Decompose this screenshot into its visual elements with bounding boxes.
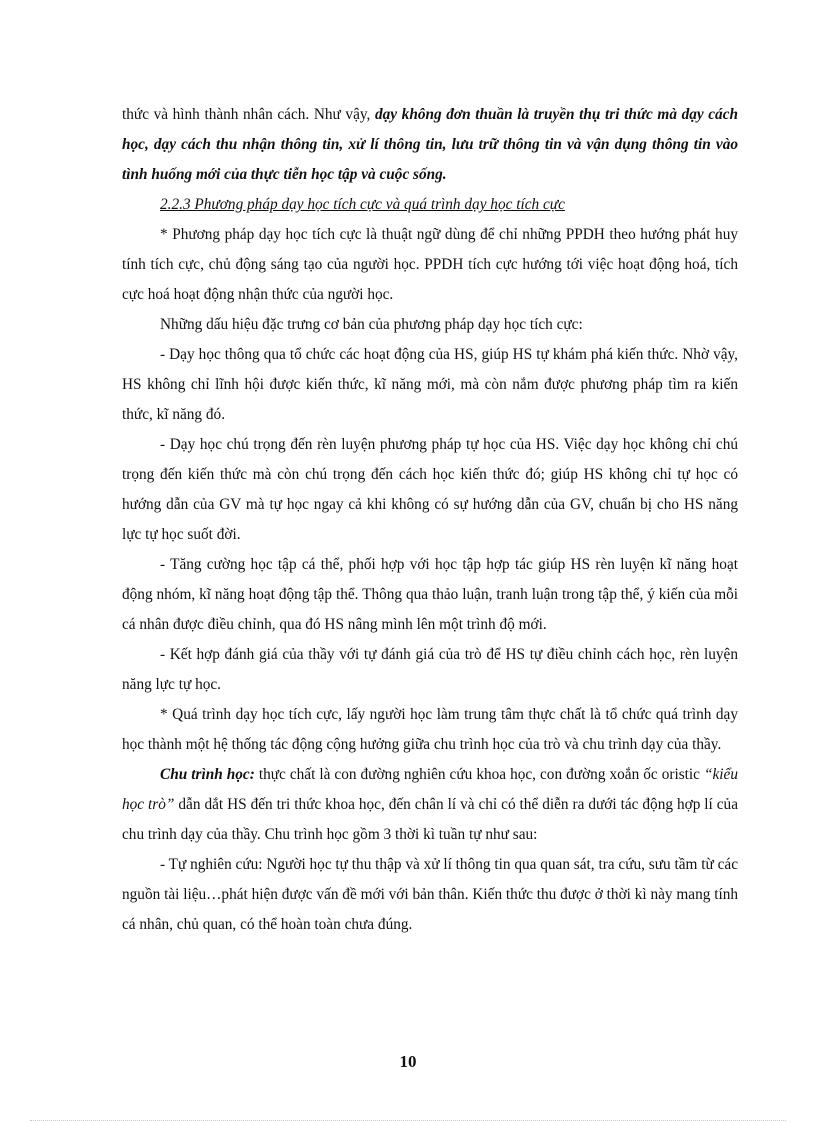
paragraph-sign-1: - Dạy học thông qua tổ chức các hoạt động của HS, giúp HS tự khám phá kiến thức. Nhờ vậy, HS không chỉ lĩnh hội được kiến thức, kĩ năng mới, mà còn nắm được phương pháp tìm ra kiến thức, kĩ năng đó. — [122, 346, 738, 423]
paragraph-learning-cycle — [122, 760, 738, 850]
paragraph-process: * Quá trình dạy học tích cực, lấy người học làm trung tâm thực chất là tổ chức quá trình dạy học thành một hệ thống tác động cộng hưởng giữa chu trình học của trò và chu trình dạy của thầy. — [122, 706, 738, 753]
paragraph-sign-4: - Kết hợp đánh giá của thầy với tự đánh giá của trò để HS tự điều chỉnh cách học, rèn luyện năng lực tự học. — [122, 646, 738, 693]
section-heading — [122, 190, 738, 220]
paragraph-signs-intro: Những dấu hiệu đặc trưng cơ bản của phương pháp dạy học tích cực: — [160, 316, 583, 333]
paragraph-sign-2: - Dạy học chú trọng đến rèn luyện phương pháp tự học của HS. Việc dạy học không chỉ chú trọng đến kiến thức mà còn chú trọng đến cách học kiến thức đó; giúp HS không chỉ tự học có hướng dẫn của GV mà tự học ngay cả khi không có sự hướng dẫn của GV, chuẩn bị cho HS năng lực tự học suốt đời. — [122, 436, 738, 543]
paragraph-intro — [122, 100, 738, 190]
section-heading-text: 2.2.3 Phương pháp dạy học tích cực và quá trình dạy học tích cực — [160, 196, 565, 213]
learning-cycle-text-2: dẫn dắt HS đến tri thức khoa học, đến chân lí và chỉ có thể diễn ra dưới tác động hợp lí của chu trình dạy của thầy. Chu trình học gồm 3 thời kì tuần tự như sau: — [122, 796, 738, 843]
paragraph-sign-3: - Tăng cường học tập cá thể, phối hợp với học tập hợp tác giúp HS rèn luyện kĩ năng hoạt động nhóm, kĩ năng hoạt động tập thể. Thông qua thảo luận, tranh luận trong tập thể, ý kiến của mỗi cá nhân được điều chỉnh, qua đó HS nâng mình lên một trình độ mới. — [122, 556, 738, 633]
learning-cycle-text-1: thực chất là con đường nghiên cứu khoa học, con đường xoắn ốc oristic — [254, 766, 704, 783]
learning-cycle-term: Chu trình học: — [160, 766, 255, 783]
intro-text: thức và hình thành nhân cách. Như vậy, — [122, 106, 375, 123]
paragraph-self-study: - Tự nghiên cứu: Người học tự thu thập và xử lí thông tin qua quan sát, tra cứu, sưu tầm từ các nguồn tài liệu…phát hiện được vấn đề mới với bản thân. Kiến thức thu được ở thời kì này mang tính cá nhân, chủ quan, có thể hoàn toàn chưa đúng. — [122, 856, 738, 933]
paragraph-definition: * Phương pháp dạy học tích cực là thuật ngữ dùng để chỉ những PPDH theo hướng phát huy tính tích cực, chủ động sáng tạo của người học. PPDH tích cực hướng tới việc hoạt động hoá, tích cực hoá hoạt động nhận thức của người học. — [122, 226, 738, 303]
page-bottom-rule — [30, 1120, 786, 1121]
body-text — [122, 100, 738, 940]
page-number: 10 — [399, 1052, 417, 1071]
learning-cycle-quote: “kiểu học trò” — [122, 766, 738, 813]
intro-emphasis: dạy không đơn thuần là truyền thụ tri thức mà dạy cách học, dạy cách thu nhận thông tin, xử lí thông tin, lưu trữ thông tin và vận dụng thông tin vào tình huống mới của thực tiễn học tập và cuộc sống. — [122, 106, 739, 183]
